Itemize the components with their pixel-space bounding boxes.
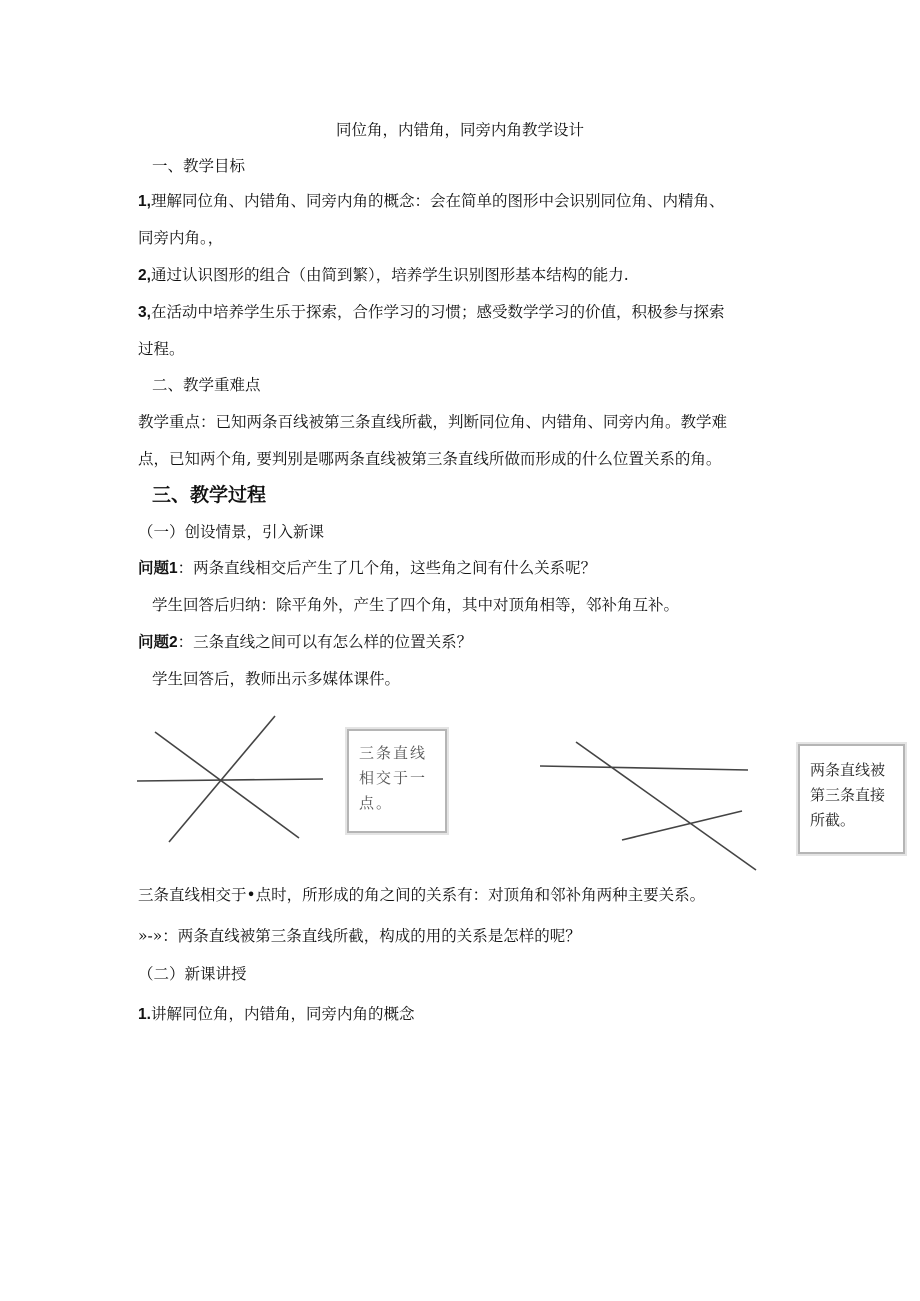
fig2-line-upper — [540, 766, 748, 770]
objective-1-line-2: 同旁内角。， — [138, 229, 224, 247]
objective-3-line-1 — [138, 302, 788, 323]
question-1-label: 问题1 — [138, 560, 178, 577]
fig1-line-a — [155, 732, 299, 838]
caption-concurrent: 三条直线相交于一点。 — [359, 744, 428, 812]
objective-2-text: 通过认识图形的组合（由简到繁），培养学生识别图形基本结构的能力. — [150, 266, 629, 284]
section-heading-process: 三、教学过程 — [152, 484, 267, 506]
objective-3-line-2: 过程。 — [138, 340, 185, 358]
lesson-item-1 — [138, 1004, 788, 1025]
question-3: »-»：两条直线被第三条直线所截，构成的用的关系是怎样的呢？ — [138, 927, 581, 945]
lesson-item-1-number: 1. — [138, 1006, 151, 1023]
objective-2-number: 2, — [138, 267, 151, 284]
objective-1-number: 1, — [138, 193, 151, 210]
section-heading-key-points: 二、教学重难点 — [152, 376, 261, 394]
section-heading-objectives: 一、教学目标 — [152, 157, 246, 175]
objective-3-text: 在活动中培养学生乐于探索，合作学习的习惯；感受数学学习的价值，积极参与探索 — [150, 303, 725, 321]
after-figure-text: 三条直线相交于•点时，所形成的角之间的关系有：对顶角和邻补角两种主要关系。 — [138, 886, 706, 904]
objective-2 — [138, 265, 788, 286]
objective-1-text: 理解同位角、内错角、同旁内角的概念：会在简单的图形中会识别同位角、内精角、 — [150, 192, 725, 210]
key-points-line-1: 教学重点：已知两条百线被第三条直线所截，判断同位角、内错角、同旁内角。教学难 — [138, 413, 728, 431]
question-1-text: ：两条直线相交后产生了几个角，这些角之间有什么关系呢？ — [177, 559, 597, 577]
fig2-transversal — [576, 742, 756, 870]
figure-three-lines-concurrent — [135, 710, 330, 850]
question-1 — [138, 558, 788, 579]
answer-1: 学生回答后归纳：除平角外，产生了四个角，其中对顶角相等，邻补角互补。 — [152, 596, 680, 614]
key-points-line-2: 点，已知两个角, 要判别是哪两条直线被第三条直线所做而形成的什么位置关系的角。 — [138, 450, 722, 468]
answer-2: 学生回答后，教师出示多媒体课件。 — [152, 670, 401, 688]
objective-3-number: 3, — [138, 304, 151, 321]
lesson-item-1-text: 讲解同位角，内错角，同旁内角的概念 — [150, 1005, 415, 1023]
question-2-label: 问题2 — [138, 634, 178, 651]
document-title: 同位角，内错角，同旁内角教学设计 — [335, 121, 584, 139]
question-2-text: ：三条直线之间可以有怎么样的位置关系？ — [177, 633, 473, 651]
fig2-line-lower — [622, 811, 742, 840]
caption-transversal: 两条直线被第三条直接所截。 — [810, 761, 886, 829]
fig1-line-c — [137, 779, 323, 781]
subsection-intro: （一）创设情景，引入新课 — [138, 523, 325, 541]
objective-1-line-1 — [138, 191, 788, 212]
question-2 — [138, 632, 788, 653]
subsection-new-lesson: （二）新课讲授 — [138, 965, 247, 983]
figure-transversal — [538, 736, 758, 876]
caption-box-transversal — [798, 744, 905, 854]
caption-box-concurrent — [347, 729, 447, 833]
